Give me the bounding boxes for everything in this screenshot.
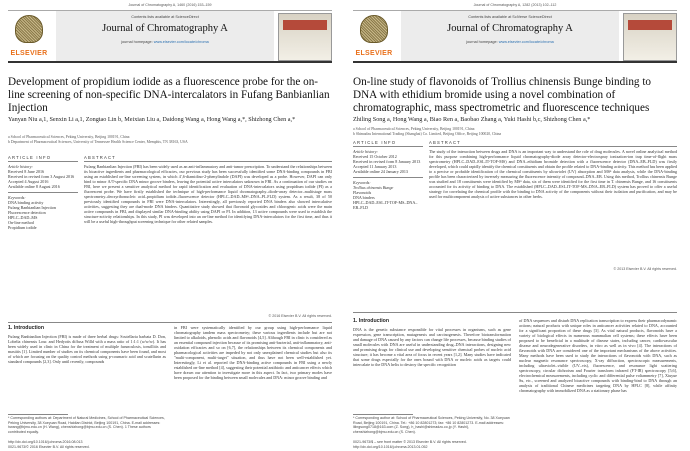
publisher-name: ELSEVIER: [355, 50, 393, 57]
contents-available[interactable]: Contents lists available at SciVerse ScienceDirect: [468, 15, 552, 19]
divider: [8, 192, 78, 193]
author-list: Zhiling Song a, Hong Wang a, Biao Ren a, Baobao Zhang a, Yuki Hashi b,c, Shizhong Chen a,*: [353, 116, 591, 123]
intro-column-2: in FBI were systematically identified by our group using high-performance liquid chromatography tandem mass spectrometry; these various ingredients include but are not limited to alkaloids, phenolic acids and flavonoids [4,5]. Although FBI in clinic is considered as an essential compound injection because of its promising anti-bacterial, anti-inflammatory, anti-oxidation efficacies and so on [6,7], the relationships between its chemical components and pharmacological activities are impeded by not only unexplained chemical studies but also its "multi-component, multi-target" situation, and thus have not been well-established yet. Interestingly, Li et al. reported the DNA-binding active compounds in FBI using a newly established on-line method [4], suggesting their potential antibiotic and anticancer effects which have drawn our attention to investigate more in this aspect. In fact, two primary modes have been proposed for the binding between small molecules and DNA: minor groove binding and: [174, 325, 332, 380]
doi-link[interactable]: http://dx.doi.org/10.1016/j.chroma.2013.01.052: [353, 445, 428, 449]
article-info-heading: ARTICLE INFO: [353, 140, 397, 145]
keyword: DNA binding activity: [8, 200, 44, 205]
journal-citation-line: Journal of Chromatography A, 1460 (2016) 153–159: [128, 3, 212, 7]
elsevier-logo: [8, 13, 50, 59]
homepage-link[interactable]: www.elsevier.com/locate/chroma: [153, 40, 209, 44]
history-item: Available online 24 January 2013: [353, 169, 408, 174]
left-article-page: [0, 0, 340, 451]
article-history: [353, 149, 423, 174]
homepage-link[interactable]: www.elsevier.com/locate/chroma: [498, 40, 554, 44]
elsevier-tree-icon: [15, 15, 43, 43]
journal-cover-thumbnail: [623, 13, 677, 61]
abstract-body: The study of the interaction between drugs and DNA is an important way to understand the role of drug molecules. A novel online analytical method for this purpose combining high-performance liquid chromatography-diode array detector-electrospray ionization-ion trap time-of-flight mass spectrometry (HPLC–DAD–ESI–IT-TOF-MS) and DNA–ethidium bromide detection with a fluorescence detector (DNA–EB–FLD) was firstly developed, which could rapidly identify the chemical constituents and obtain the profile related to DNA-binding activity. This method has been applied to a precise or probable identification of the chemical constituents by ultraviolet (UV) absorption and MSⁿ data analysis, while the DNA-binding profile has been characterized by inversely measuring the fluorescence intensity of compound–DNA–EB. Using this method, Trollius chinensis Bunge was studied and 18 constituents were identified by MSⁿ data, six of them were identified for the first time in T. chinensis Bunge, and 16 constituents accounted for its activity of binding to DNA. The established (HPLC–DAD–ESI–IT-TOF-MS–DNA–EB–FLD) system has proved to offer a useful strategy for correlating the chemical profile with the binding to DNA activity of the components without their isolation and purification, and may be used for multicomponent analysis of active substances in other herbs.: [429, 149, 677, 199]
elsevier-logo: [353, 13, 395, 59]
intro-column-2: of DNA sequences and disturb DNA replication transcription to express their pharmacodynamic actions; natural products with unique roles in anticancer activities related to DNA, accounted for a significant proportion of these drugs [3]. As vital natural products, flavonoids have a variety of biological effects in numerous mammalian cell systems; these effects have been proposed to be beneficial in a multitude of disease states, including cancer, cardiovascular disease and neurodegenerative disorders, in vitro as well as in vivo [4]. The interactions of flavonoids with DNA are considered one of the important mechanisms of the above activities. Many methods have been used to study the interactions of flavonoids with DNA, such as nuclear magnetic resonance spectroscopy, X-ray diffraction, spectroscopic measurements, including ultraviolet–visible (UV–vis), fluorescence, and resonance light scattering spectroscopy, circular dichroism and Fourier transform infrared (FT-IR) spectroscopy [5,6], electrochemical measurements, including cyclic and differential pulse voltammetry [7], Xiuyue Su, etc., screened and analyzed bioactive compounds with binding-bind to DNA through an analysis of traditional Chinese medicines targeting DNA by HPLC [8], while affinity chromatography with immobilized DNA as a stationary phase has: [519, 318, 677, 393]
intro-column-1: [8, 325, 166, 413]
journal-banner: [56, 11, 274, 61]
abstract-heading: ABSTRACT: [429, 140, 461, 145]
homepage-prefix: journal homepage:: [121, 40, 153, 44]
history-item: Available online 8 August 2016: [8, 184, 60, 189]
keyword: Propidium iodide: [8, 225, 37, 230]
divider: [353, 146, 423, 147]
issn-line: 0021-9673/$ – see front matter © 2013 Elsevier B.V. All rights reserved.: [353, 440, 467, 444]
article-title: On-line study of flavonoids of Trollius chinensis Bunge binding to DNA with ethidium bromide using a novel combination of chromatographic, mass spectrometric and fluorescence techniques: [353, 76, 652, 114]
history-item: Received in revised form 8 January 2013: [353, 159, 421, 164]
issn-line: 0021-9673/© 2016 Elsevier B.V. All rights reserved.: [8, 445, 90, 449]
author-list: Yanyan Niu a,1, Senxin Li a,1, Zongtao Lin b, Meixian Liu a, Daidong Wang a, Hong Wang a,*, Shizhong Chen a,*: [8, 116, 296, 123]
article-title: Development of propidium iodide as a fluorescence probe for the on-line screening of non-specific DNA-intercalators in Fufang Banbianlian Injection: [8, 76, 330, 114]
history-item: Accepted 11 January 2013: [353, 164, 397, 169]
history-item: Received 8 June 2016: [8, 169, 45, 174]
keyword: DNA binders: [353, 195, 375, 200]
journal-homepage: [401, 40, 619, 44]
homepage-prefix: journal homepage:: [466, 40, 498, 44]
contents-available[interactable]: Contents lists available at ScienceDirect: [131, 15, 199, 19]
article-history: [8, 164, 78, 189]
footnote: * Corresponding author at: School of Pharmaceutical Sciences, Peking University, No. 38 Xueyuan Road, Beijing 100191, China. Tel.: +86 10 82801273; fax: +86 10 82801273. E-mail addresses: lilingsong0718@163.com (Z. Song), h_hashi@shimadzu.co.jp (Y. Hashi), chenshizhong@bjmu.edu.cn (S. Chen).: [353, 416, 510, 434]
abstract-copyright: © 2013 Elsevier B.V. All rights reserved.: [613, 267, 677, 271]
journal-homepage: [56, 40, 274, 44]
affiliation-b: b Department of Pharmaceutical Sciences, University of Tennessee Health Science Center, Memphis, TN 38163, USA: [8, 140, 188, 144]
keywords-label: Keywords:: [8, 195, 26, 200]
intro-heading: 1. Introduction: [353, 318, 390, 324]
history-item: Received 15 October 2012: [353, 154, 397, 159]
history-label: Article history:: [8, 164, 33, 169]
footnote-rule: [353, 414, 413, 415]
keyword: Trollius chinensis Bunge: [353, 185, 394, 190]
elsevier-tree-icon: [360, 15, 388, 43]
journal-header: [8, 10, 332, 63]
divider: [8, 161, 78, 162]
keywords-list: [8, 195, 78, 230]
history-item: Received in revised form 3 August 2016: [8, 174, 75, 179]
keywords-list: [353, 180, 423, 210]
divider: [429, 146, 677, 147]
keywords-label: Keywords:: [353, 180, 371, 185]
journal-citation-line: Journal of Chromatography A, 1282 (2013) 102–112: [473, 3, 557, 7]
abstract-body: Fufang Banbianlian Injection (FBI) has been widely used as an anti-inflammatory and anti-tumor prescription. To understand the relationships between its bioactive ingredients and pharmacological efficacies, our previous study has been successfully identified some DNA-binding compounds in FBI using an established on-line screening system, in which 4′,6-diamidino-2-phenylindole (DAPI) was developed as a probe. However, DAPI can only bind to minor A/T-specific DNA minor groove binders, leaving the potential active intercalators unknown in FBI. As a continuation of our studies on FBI, here we present a sensitive analytical method for rapid identification and evaluation of DNA-intercalators using propidium iodide (PI) as a fluorescent probe. We have firstly established the technique of high-performance liquid chromatography–diode-array detector–multistage mass spectrometry–deoxyribonucleic acid–propidium iodide–fluorescence detector (HPLC–DAD–MSⁿ–DNA–PI–FLD) system. As a result, 38 of 50 previously identified compounds in FBI were DNA-intercalators. Interestingly, all previously reported DNA binders also showed intercalative activities, suggesting they are dual-mode DNA binders. Quantitative study showed that flavonoid glycosides and chlorogenic acids were the main active compounds in FBI, and displayed similar DNA-binding ability using DAPI or PI. In addition, 13 active compounds were used to establish the structure-activity relationships. In this study, PI was developed into an on-line method for identifying DNA-intercalators for the first time, and thus it will be a useful high-throughput screening technique for other related samples.: [84, 164, 332, 224]
affiliation-a: a School of Pharmaceutical Sciences, Peking University, Beijing 100191, China: [8, 135, 130, 139]
keyword: Flavonoids: [353, 190, 372, 195]
publisher-name: ELSEVIER: [10, 50, 48, 57]
abstract-copyright: © 2016 Elsevier B.V. All rights reserved.: [268, 314, 332, 318]
intro-text: DNA is the genetic substance responsible for vital processes in organisms, such as gene expression, gene transcription, mutagenesis and carcinogenesis. Therefore biotransformation and damage of DNA caused by any factors can change life processes, because binding studies of small molecules with DNA are useful in understanding drug–DNA interactions, designing new and promising drugs for clinical use and developing sensitive chemical probes of nucleic acid structure; it has become a vital area of focus in recent years [1,2]. Many studies have indicated that some drugs especially for the ones bound with DNA or nucleic acids as targets could intercalate to the DNA helix to destroy the specific recognition: [353, 327, 511, 367]
history-item: Accepted 4 August 2016: [8, 179, 49, 184]
abstract-heading: ABSTRACT: [84, 155, 116, 160]
intro-heading: 1. Introduction: [8, 325, 45, 331]
history-label: Article history:: [353, 149, 378, 154]
right-article-page: [345, 0, 685, 451]
article-info-heading: ARTICLE INFO: [8, 155, 52, 160]
divider: [353, 312, 677, 313]
keyword: HPLC–DAD–MS: [8, 215, 38, 220]
keyword: Fufang Banbianlian Injection: [8, 205, 56, 210]
keyword: Fluorescence detection: [8, 210, 46, 215]
divider: [84, 161, 332, 162]
journal-banner: [401, 11, 619, 61]
journal-header: [353, 10, 677, 63]
journal-cover-thumbnail: [278, 13, 332, 61]
intro-column-1: [353, 318, 511, 412]
keyword: HPLC–DAD–ESI–IT-TOF-MS–DNA–EB–FLD: [353, 200, 418, 210]
cover-band: [628, 20, 672, 30]
affiliation-a: a School of Pharmaceutical Sciences, Peking University, Beijing 100191, China: [353, 127, 475, 131]
journal-title: Journal of Chromatography A: [447, 23, 573, 34]
affiliation-b: b Shimadzu International Trading (Shanghai) Co. Limited, Beijing Office, Beijing 100020, China: [353, 132, 502, 136]
divider: [8, 322, 332, 323]
keyword: On-line method: [8, 220, 34, 225]
divider: [353, 177, 423, 178]
footnote-rule: [8, 414, 68, 415]
intro-text: Fufang Banbianlian Injection (FBI) is made of three herbal drugs: Scutellaria barbata D. Don, Lobelia chinensis Lour. and Hedyotis diffusa Willd with a mass ratio of 1:1:1 (w/w/w). It has been widely used in clinic in China for the treatment of multiple furunculosis, tonsillitis and mastitis [1]. Limited number of studies on its chemical components have been found, and most of which are focusing on the quality control methods using p-coumaric acid and scutellarin as standard compounds [2,3]. Only until recently, compounds: [8, 334, 166, 364]
cover-band: [283, 20, 327, 30]
journal-title: Journal of Chromatography A: [102, 23, 228, 34]
footnote: * Corresponding authors at: Department of Natural Medicines, School of Pharmaceutical Sciences, Peking University, 38 Xueyuan Road, Haidian District, Beijing 100191, China. E-mail addresses: hwang@bjmu.edu.cn (H. Wang), chenshizhong@bjmu.edu.cn (S. Chen). 1 These authors contributed equally.: [8, 416, 165, 434]
doi-link[interactable]: http://dx.doi.org/10.1016/j.chroma.2016.08.013: [8, 440, 83, 444]
